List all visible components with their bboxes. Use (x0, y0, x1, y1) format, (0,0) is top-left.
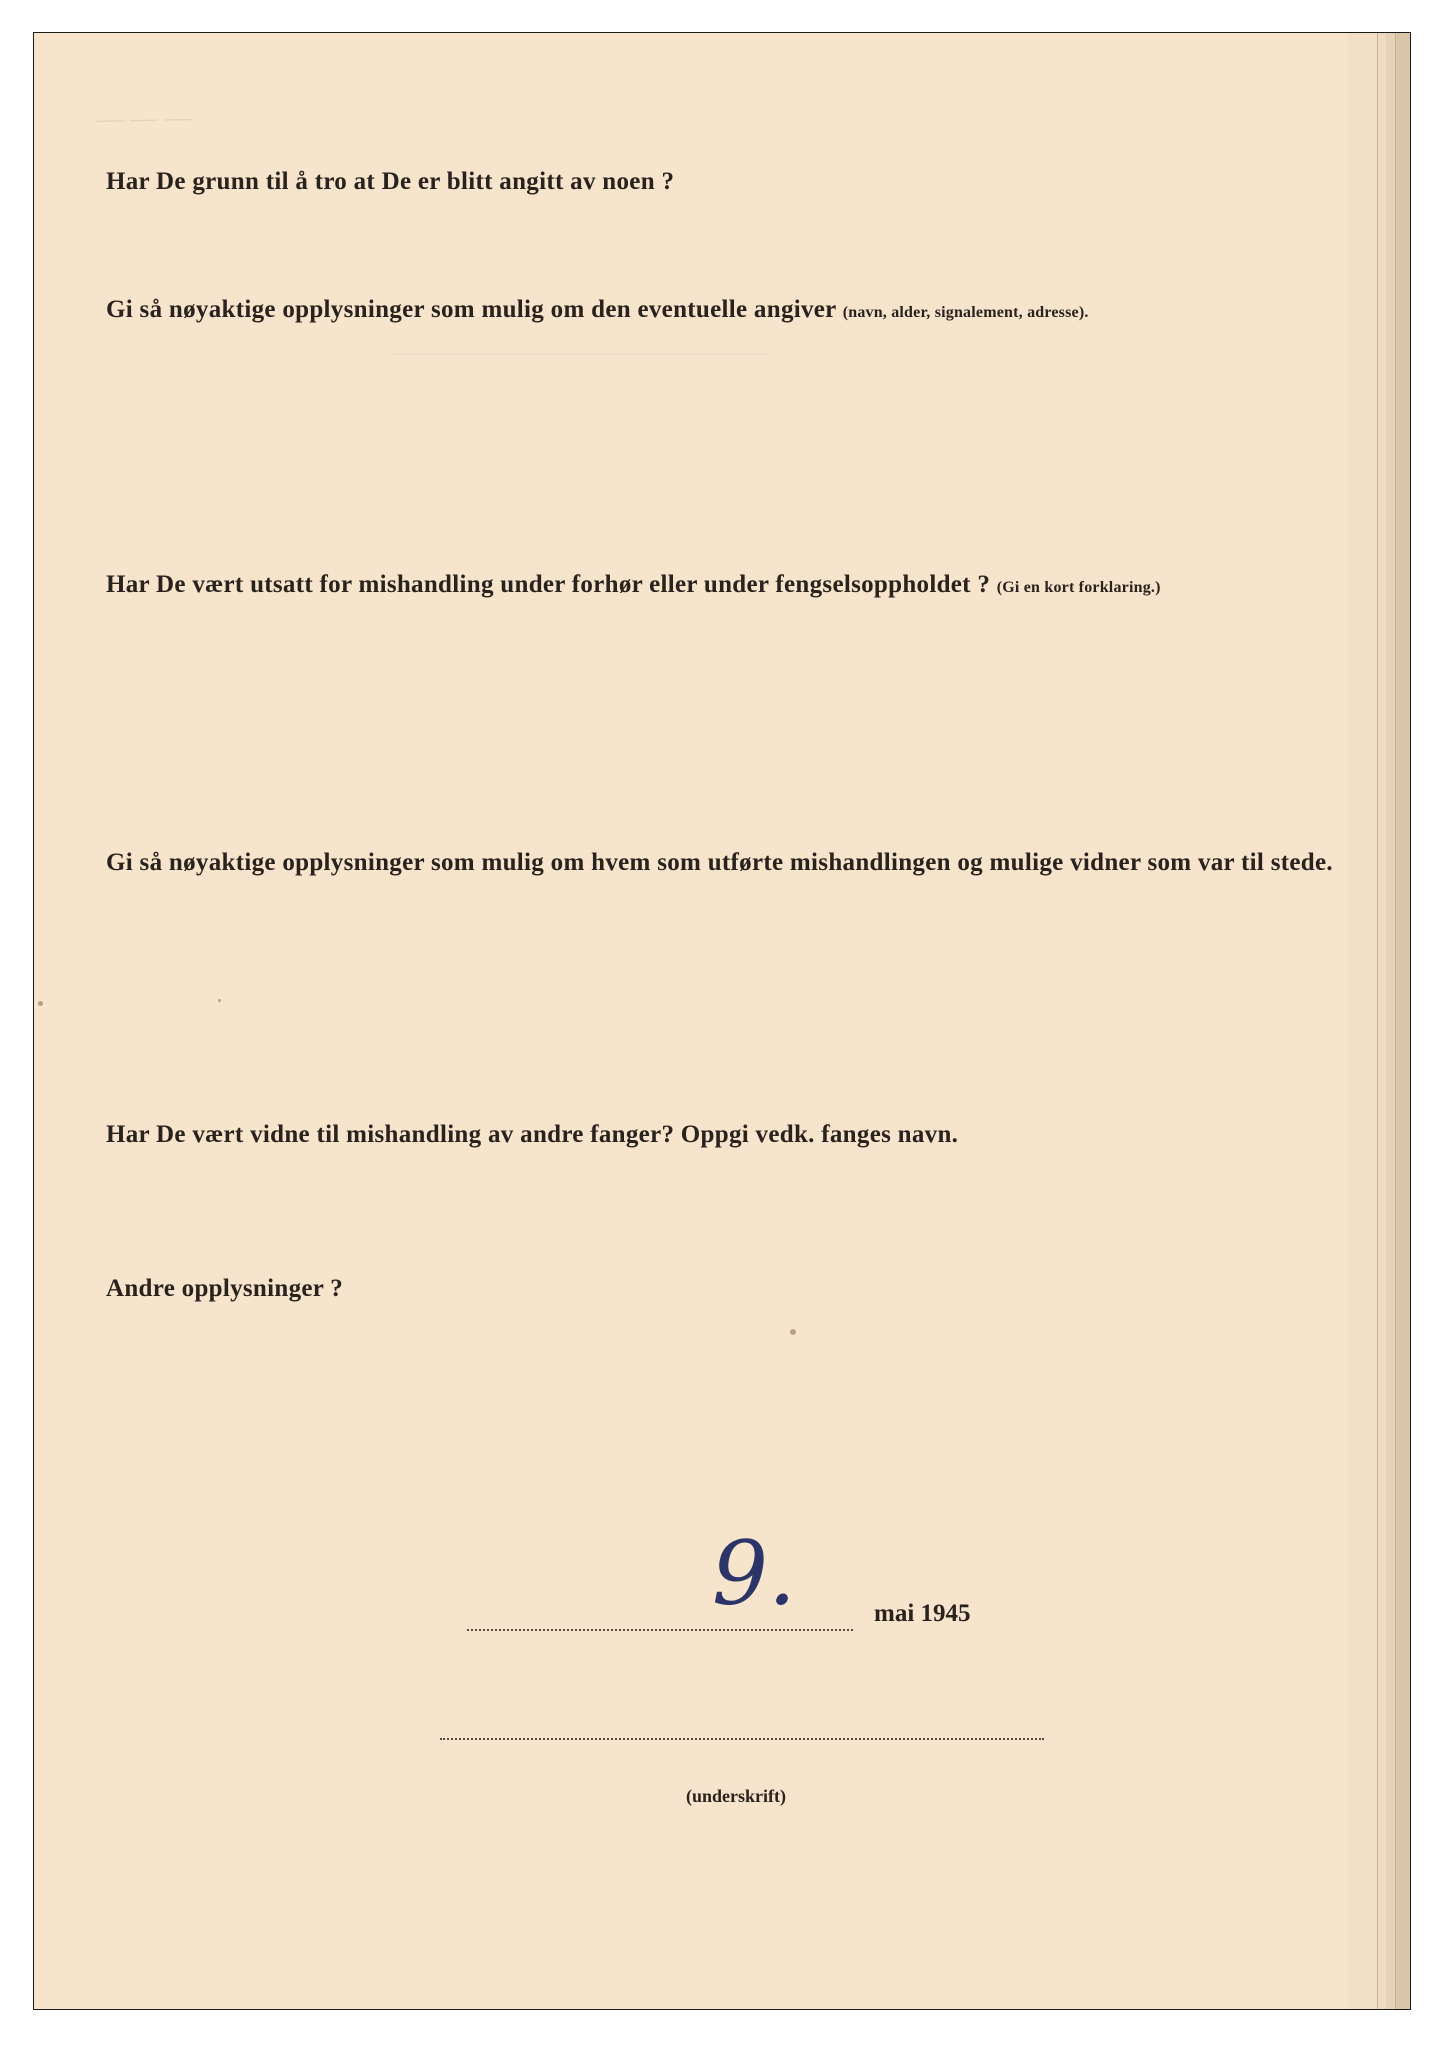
question-mistreatment (106, 571, 1161, 599)
page-edge-shadow (1396, 33, 1410, 2009)
question-other-info: Andre opplysninger ? (106, 1275, 344, 1302)
signature-label: (underskrift) (686, 1786, 786, 1806)
question-informer-details-text: Gi så nøyaktige opplysninger som mulig om den eventuelle angiver (106, 296, 837, 323)
page-edge-line (1395, 33, 1396, 2009)
question-informer-details (106, 296, 1089, 324)
page-edge-line (1377, 33, 1378, 2009)
page-edge-shadow (1348, 33, 1378, 2009)
date-printed: mai 1945 (874, 1600, 971, 1627)
question-mistreatment-note: (Gi en kort forklaring.) (996, 579, 1161, 596)
paper-speck (38, 1001, 43, 1006)
signature-dotted-line (440, 1738, 1044, 1740)
paper-speck (218, 999, 221, 1002)
bleed-through-mark: ——————————— (394, 333, 768, 370)
bleed-through-mark: — — — (95, 102, 192, 135)
question-mistreatment-text: Har De vært utsatt for mishandling under forhør eller under fengselsoppholdet ? (106, 571, 991, 598)
page-edge-shadow (1378, 33, 1386, 2009)
question-perpetrators: Gi så nøyaktige opplysninger som mulig om hvem som utførte mishandlingen og mulige vidner som var til stede. (106, 849, 1333, 876)
handwritten-day: 9. (712, 1522, 796, 1625)
question-witness: Har De vært vidne til mishandling av andre fanger? Oppgi vedk. fanges navn. (106, 1121, 959, 1148)
date-dotted-line (467, 1629, 853, 1631)
form-page (33, 32, 1411, 2010)
paper-speck (790, 1329, 796, 1335)
question-denounced: Har De grunn til å tro at De er blitt angitt av noen ? (106, 168, 675, 195)
question-informer-details-note: (navn, alder, signalement, adresse). (842, 304, 1089, 321)
